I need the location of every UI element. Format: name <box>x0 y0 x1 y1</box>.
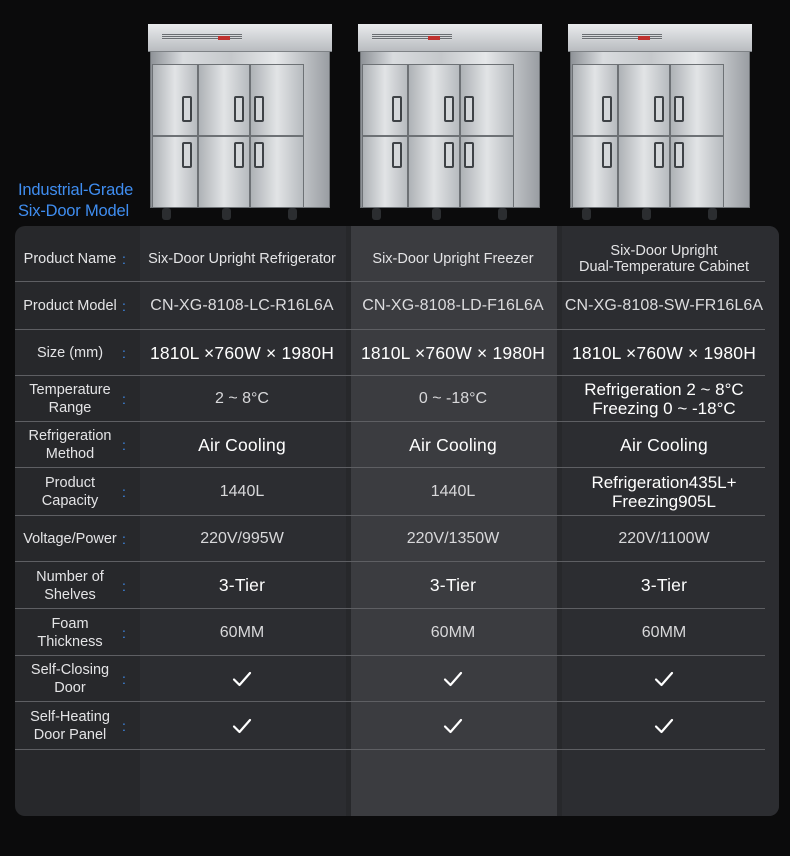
label-colon: : <box>122 718 126 734</box>
spec-value: CN-XG-8108-LC-R16L6A <box>150 297 334 314</box>
spec-value: 1440L <box>219 483 265 500</box>
spec-row <box>15 422 765 468</box>
spec-label: Self-Closing Door <box>30 662 110 696</box>
label-colon: : <box>122 391 126 407</box>
spec-label: Refrigeration Method <box>28 428 112 462</box>
fridge-image-refrigerator <box>148 24 332 220</box>
model-heading <box>18 180 148 222</box>
row-divider <box>15 749 765 750</box>
spec-value: 1810L ×760W × 1980H <box>571 342 757 363</box>
spec-label: Voltage/Power <box>23 531 117 547</box>
spec-label: Foam Thickness <box>37 615 103 650</box>
spec-value: 3-Tier <box>218 575 266 595</box>
label-colon: : <box>122 624 126 641</box>
spec-value: 2 ~ 8°C <box>215 390 269 407</box>
page-bottom <box>0 816 790 856</box>
spec-value: Air Cooling <box>409 434 497 455</box>
spec-value: 1810L ×760W × 1980H <box>360 342 546 363</box>
spec-value: 60MM <box>641 623 687 641</box>
model-heading-line2: Six-Door Model <box>18 202 129 220</box>
spec-value: Refrigeration 2 ~ 8°C Freezing 0 ~ -18°C <box>584 380 744 418</box>
label-colon: : <box>122 484 126 500</box>
spec-value: CN-XG-8108-SW-FR16L6A <box>564 297 764 314</box>
spec-label: Product Capacity <box>41 475 99 509</box>
spec-label: Product Name <box>23 251 117 267</box>
spec-value: Six-Door Upright Refrigerator <box>148 251 336 267</box>
spec-row <box>15 516 765 562</box>
label-colon: : <box>122 298 126 314</box>
spec-value: 60MM <box>430 623 476 641</box>
spec-value: Refrigeration435L+ Freezing905L <box>591 473 737 511</box>
label-colon: : <box>122 671 126 687</box>
spec-row <box>15 656 765 702</box>
spec-value: Air Cooling <box>620 434 708 455</box>
check-icon <box>564 656 764 702</box>
spec-row <box>15 376 765 422</box>
spec-label: Size (mm) <box>36 345 104 361</box>
label-colon: : <box>122 577 126 594</box>
spec-value: 1440L <box>430 483 476 500</box>
model-heading-line1: Industrial-Grade <box>18 181 134 199</box>
label-colon: : <box>122 437 126 453</box>
spec-value: 0 ~ -18°C <box>418 390 488 407</box>
check-icon <box>142 656 342 702</box>
spec-label: Self-Heating Door Panel <box>30 709 110 743</box>
spec-value: 60MM <box>219 623 265 641</box>
spec-row <box>15 562 765 609</box>
check-icon <box>353 656 553 702</box>
spec-label: Number of Shelves <box>36 568 104 603</box>
check-icon <box>142 702 342 750</box>
spec-value: 220V/995W <box>200 530 284 547</box>
spec-value: 3-Tier <box>429 575 477 595</box>
spec-row <box>15 236 765 282</box>
spec-value: CN-XG-8108-LD-F16L6A <box>362 297 544 314</box>
label-colon: : <box>122 531 126 547</box>
spec-value: 1810L ×760W × 1980H <box>149 342 335 363</box>
label-colon: : <box>122 345 126 361</box>
spec-value: Six-Door Upright Dual-Temperature Cabinet <box>578 243 750 275</box>
spec-value: 220V/1350W <box>406 530 500 547</box>
spec-value: Air Cooling <box>198 434 286 455</box>
spec-label: Product Model <box>23 298 117 314</box>
spec-value: 220V/1100W <box>618 530 710 547</box>
fridge-image-dual-temperature <box>568 24 752 220</box>
spec-row <box>15 609 765 656</box>
spec-row <box>15 468 765 516</box>
check-icon <box>564 702 764 750</box>
fridge-image-freezer <box>358 24 542 220</box>
spec-value: 3-Tier <box>640 575 688 595</box>
label-colon: : <box>122 251 126 267</box>
spec-row <box>15 702 765 750</box>
spec-label: Temperature Range <box>29 382 111 416</box>
spec-row <box>15 282 765 330</box>
spec-row <box>15 330 765 376</box>
check-icon <box>353 702 553 750</box>
spec-value: Six-Door Upright Freezer <box>372 251 534 267</box>
